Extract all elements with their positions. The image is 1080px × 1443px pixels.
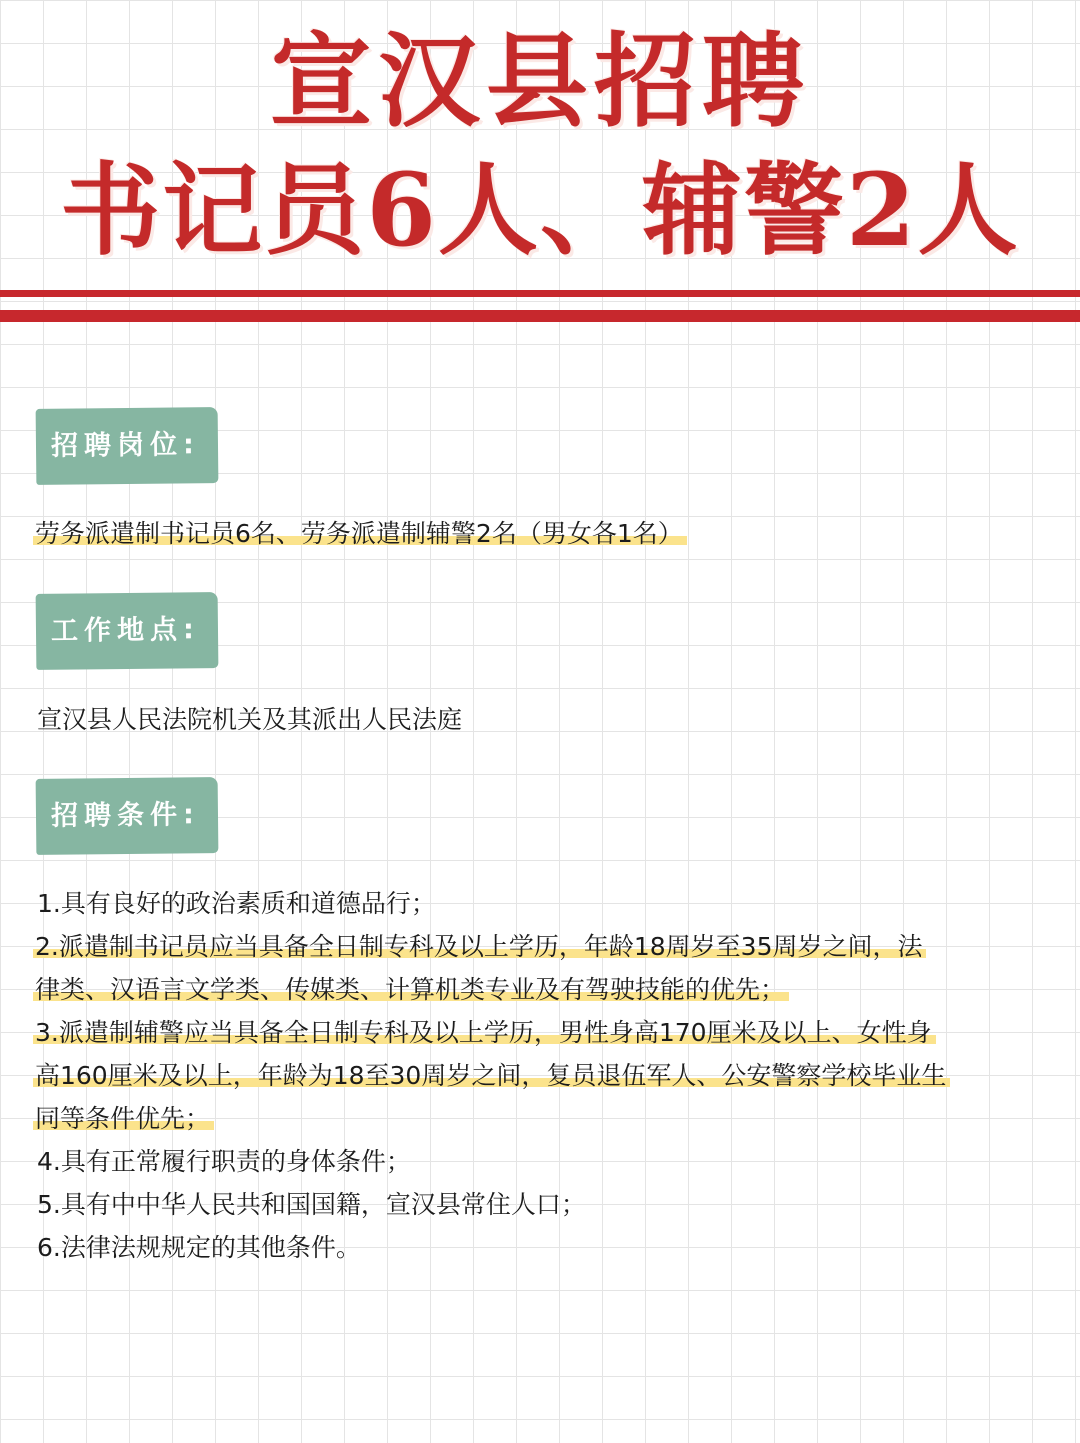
section-label-conditions-text: 招聘条件:: [50, 799, 200, 832]
conditions-list: [37, 882, 1047, 1269]
condition-line: 同等条件优先；: [37, 1097, 1047, 1140]
condition-line: 6.法律法规规定的其他条件。: [37, 1233, 361, 1262]
position-text-highlight: 劳务派遣制书记员6名、劳务派遣制辅警2名（男女各1名）: [33, 519, 687, 548]
section-label-conditions: [36, 777, 219, 855]
condition-line: 2.派遣制书记员应当具备全日制专科及以上学历，年龄18周岁至35周岁之间，法: [37, 925, 1047, 968]
condition-line: 律类、汉语言文学类、传媒类、计算机类专业及有驾驶技能的优先；: [37, 968, 1047, 1011]
condition-line: 4.具有正常履行职责的身体条件；: [37, 1147, 411, 1176]
title-line-1: 宣汉县招聘: [270, 22, 810, 142]
condition-line: 高160厘米及以上，年龄为18至30周岁之间，复员退伍军人、公安警察学校毕业生: [37, 1054, 1047, 1097]
position-text: [37, 512, 687, 555]
condition-line: 5.具有中中华人民共和国国籍，宣汉县常住人口；: [37, 1190, 586, 1219]
title-line-2: 书记员6人、辅警2人: [60, 151, 1020, 269]
condition-line: 1.具有良好的政治素质和道德品行；: [37, 889, 436, 918]
section-label-position-text: 招聘岗位:: [50, 429, 200, 462]
divider-thin: [0, 290, 1080, 297]
section-label-location: [36, 592, 219, 670]
location-text: 宣汉县人民法院机关及其派出人民法庭: [37, 705, 463, 734]
section-label-location-text: 工作地点:: [50, 614, 200, 647]
condition-line: 3.派遣制辅警应当具备全日制专科及以上学历，男性身高170厘米及以上、女性身: [37, 1011, 1047, 1054]
section-label-position: [36, 407, 219, 485]
divider-thick: [0, 310, 1080, 322]
